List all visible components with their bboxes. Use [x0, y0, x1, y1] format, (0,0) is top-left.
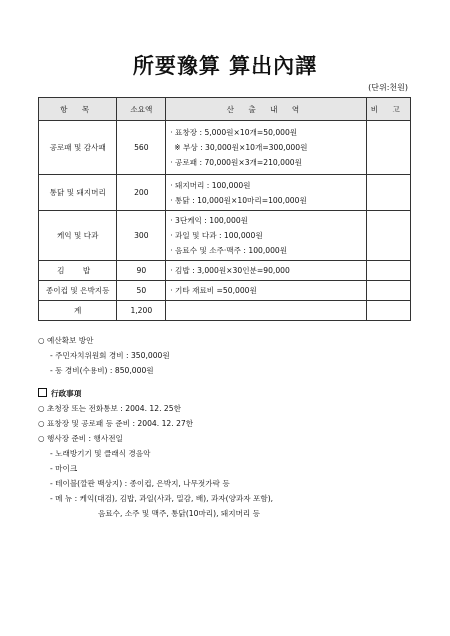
calc-line: · 과일 및 다과 : 100,000원 [170, 231, 263, 240]
row-calc [166, 261, 366, 281]
row-note [366, 211, 410, 261]
row-calc [166, 175, 366, 211]
admin-subitem-cont: 음료수, 소주 및 맥주, 통닭(10마리), 돼지머리 등 [98, 509, 261, 518]
row-item: 김 밥 [39, 261, 117, 281]
calc-line: · 표창장 : 5,000원×10개=50,000원 [170, 128, 298, 137]
row-amount: 50 [117, 281, 166, 301]
total-amount: 1,200 [117, 301, 166, 321]
admin-item: ○ 표창장 및 공로패 등 준비 : 2004. 12. 27한 [38, 419, 194, 428]
row-calc [166, 301, 366, 321]
row-item: 종이컵 및 은박지등 [39, 281, 117, 301]
page-title: 所要豫算 算出內譯 [132, 53, 318, 78]
row-amount: 560 [117, 121, 166, 175]
funding-heading: ○ 예산확보 방안 [38, 336, 94, 345]
funding-line: - 동 경비(수용비) : 850,000원 [50, 366, 154, 375]
calc-line: · 공로패 : 70,000원×3개=210,000원 [170, 158, 302, 167]
admin-subitem: - 노래방기기 및 클래식 경음악 [50, 449, 151, 458]
row-item: 공로패 및 감사패 [39, 121, 117, 175]
admin-item: ○ 행사장 준비 : 행사전일 [38, 434, 123, 443]
funding-line: - 주민자치위원회 경비 : 350,000원 [50, 351, 170, 360]
calc-line: · 기타 재료비 =50,000원 [170, 286, 257, 295]
table-row [39, 281, 411, 301]
row-amount: 200 [117, 175, 166, 211]
table-header-row [39, 98, 411, 121]
table-row [39, 175, 411, 211]
admin-subitem: - 테이블(깔판 백상지) : 종이컵, 은박지, 나무젓가락 등 [50, 479, 230, 488]
admin-heading-text: 行政事項 [51, 389, 82, 398]
calc-line: ※ 부상 : 30,000원×10개=300,000원 [174, 143, 308, 152]
table-row [39, 211, 411, 261]
row-note [366, 121, 410, 175]
table-row [39, 261, 411, 281]
total-label: 계 [39, 301, 117, 321]
calc-line: · 김밥 : 3,000원×30인분=90,000 [170, 266, 290, 275]
unit-label: (단위:천원) [368, 83, 408, 92]
notes-section [38, 333, 273, 521]
header-note: 비 고 [366, 98, 410, 121]
row-item: 통닭 및 돼지머리 [39, 175, 117, 211]
admin-heading [38, 386, 273, 401]
header-calc: 산 출 내 역 [166, 98, 366, 121]
row-note [366, 261, 410, 281]
admin-subitem: - 마이크 [50, 464, 78, 473]
header-item: 항 목 [39, 98, 117, 121]
calc-line: · 통닭 : 10,000원×10마리=100,000원 [170, 195, 307, 205]
header-amount: 소요액 [117, 98, 166, 121]
row-item: 케익 및 다과 [39, 211, 117, 261]
row-amount: 90 [117, 261, 166, 281]
budget-table [38, 97, 411, 321]
admin-subitem: - 메 뉴 : 케익(대검), 김밥, 과일(사과, 밀감, 배), 과자(양과자 포함), [50, 494, 274, 503]
checkbox-square-icon [38, 388, 47, 397]
row-note [366, 301, 410, 321]
table-row [39, 121, 411, 175]
calc-line: · 음료수 및 소주·맥주 : 100,000원 [170, 246, 288, 255]
row-note [366, 175, 410, 211]
row-note [366, 281, 410, 301]
admin-item: ○ 초청장 또는 전화통보 : 2004. 12. 25한 [38, 404, 181, 413]
row-calc [166, 211, 366, 261]
calc-line: · 돼지머리 : 100,000원 [170, 180, 251, 190]
calc-line: · 3단케익 : 100,000원 [170, 216, 249, 225]
row-calc [166, 281, 366, 301]
row-calc [166, 121, 366, 175]
table-total-row [39, 301, 411, 321]
row-amount: 300 [117, 211, 166, 261]
